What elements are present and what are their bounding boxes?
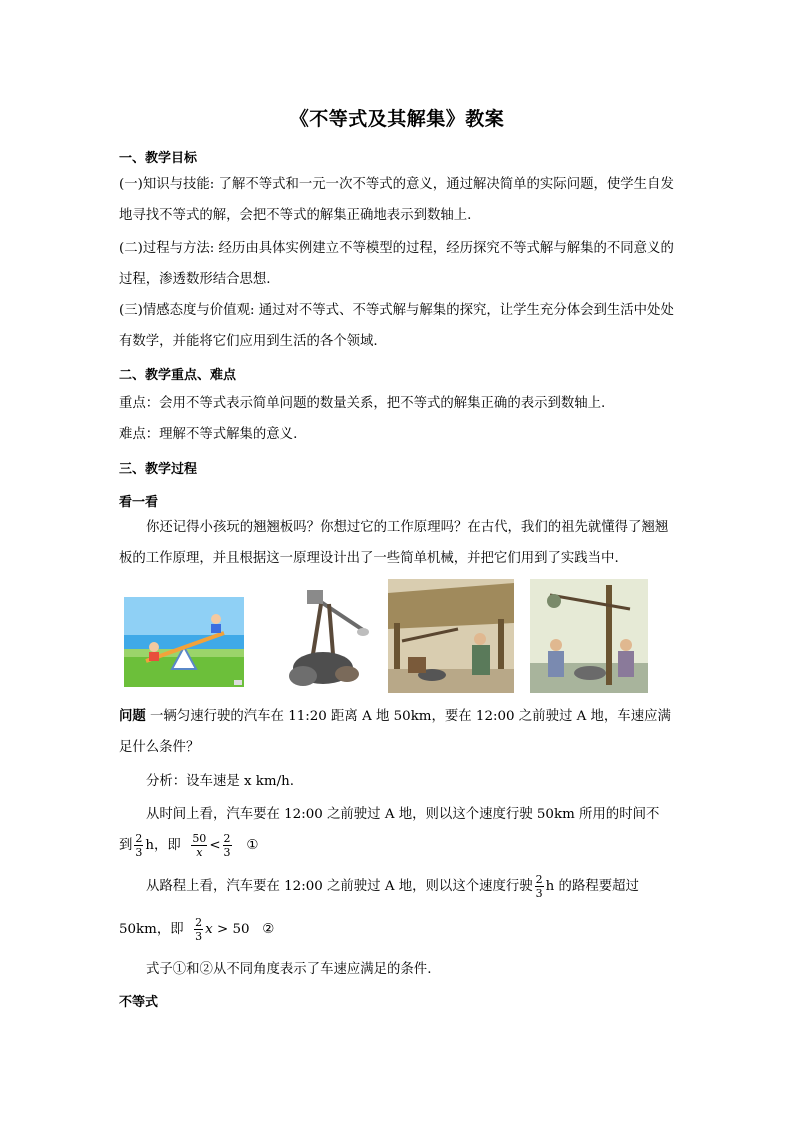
conclusion-line: 式子①和②从不同角度表示了车速应满足的条件. xyxy=(146,962,432,977)
ancient-well-illustration xyxy=(530,579,648,693)
analysis-line: 分析：设车速是 x km/h. xyxy=(146,774,295,789)
ancient-workshop-illustration xyxy=(388,579,514,693)
paragraph-knowledge-skills: (一)知识与技能: 了解不等式和一元一次不等式的意义，通过解决简单的实际问题，使学生自发地寻找不等式的解，会把不等式的解集正确地表示到数轴上. xyxy=(119,177,674,223)
less-than-sign: < xyxy=(209,838,221,853)
distance-line-1 xyxy=(146,873,639,900)
equation-marker-1: ① xyxy=(246,838,259,853)
section-heading-process: 三、教学过程 xyxy=(119,462,198,477)
seesaw-illustration xyxy=(124,597,244,687)
subheading-look: 看一看 xyxy=(119,495,159,510)
fraction-50-over-x: $\frac{50}{x}$ xyxy=(192,832,207,859)
section-heading-key-points: 二、教学重点、难点 xyxy=(119,368,237,383)
distance-line-1-suffix: h 的路程要超过 xyxy=(545,879,639,894)
equation-marker-2: ② xyxy=(262,922,275,937)
paragraph-difficult-point: 难点：理解不等式解集的意义. xyxy=(119,427,298,442)
subheading-inequality: 不等式 xyxy=(119,995,159,1010)
time-line-2 xyxy=(119,832,258,859)
distance-line-2 xyxy=(119,916,274,943)
fraction-two-thirds-distance: $\frac{2}{3}$ xyxy=(535,873,543,900)
distance-line-2-prefix: 50km，即 xyxy=(119,922,184,937)
paragraph-process-method: (二)过程与方法: 经历由具体实例建立不等模型的过程，经历探究不等式解与解集的不同意义的过程，渗透数形结合思想. xyxy=(119,241,674,287)
greater-than-50: > 50 xyxy=(216,922,250,937)
fraction-two-thirds-x: $\frac{2}{3}$ xyxy=(195,916,203,943)
paragraph-attitude-values: (三)情感态度与价值观: 通过对不等式、不等式解与解集的探究，让学生充分体会到生活中处处有数学，并能将它们应用到生活的各个领域. xyxy=(119,303,674,349)
paragraph-key-point: 重点：会用不等式表示简单问题的数量关系，把不等式的解集正确的表示到数轴上. xyxy=(119,396,606,411)
paragraph-question xyxy=(119,701,679,763)
page-title: 《不等式及其解集》教案 xyxy=(289,108,505,130)
illustration-row xyxy=(0,579,794,693)
question-label: 问题 xyxy=(119,708,146,724)
fraction-two-thirds: $\frac{2}{3}$ xyxy=(135,832,143,859)
lever-machine-illustration xyxy=(283,584,381,692)
variable-x: x xyxy=(205,922,213,937)
time-line-2-prefix: 到 xyxy=(119,838,133,853)
paragraph-seesaw-intro: 你还记得小孩玩的翘翘板吗？你想过它的工作原理吗？在古代，我们的祖先就懂得了翘翘板的工作原理，并且根据这一原理设计出了一些简单机械，并把它们用到了实践当中. xyxy=(119,520,669,566)
fraction-two-thirds-rhs: $\frac{2}{3}$ xyxy=(223,832,231,859)
time-line-2-unit: h，即 xyxy=(145,838,181,853)
distance-line-1-text: 从路程上看，汽车要在 12:00 之前驶过 A 地，则以这个速度行驶 xyxy=(146,879,533,894)
question-text: 一辆匀速行驶的汽车在 11:20 距离 A 地 50km，要在 12:00 之前驶过 A 地，车速应满足什么条件？ xyxy=(119,709,671,755)
section-heading-objectives: 一、教学目标 xyxy=(119,151,198,166)
time-line-1: 从时间上看，汽车要在 12:00 之前驶过 A 地，则以这个速度行驶 50km 所用的时间不 xyxy=(146,807,660,822)
